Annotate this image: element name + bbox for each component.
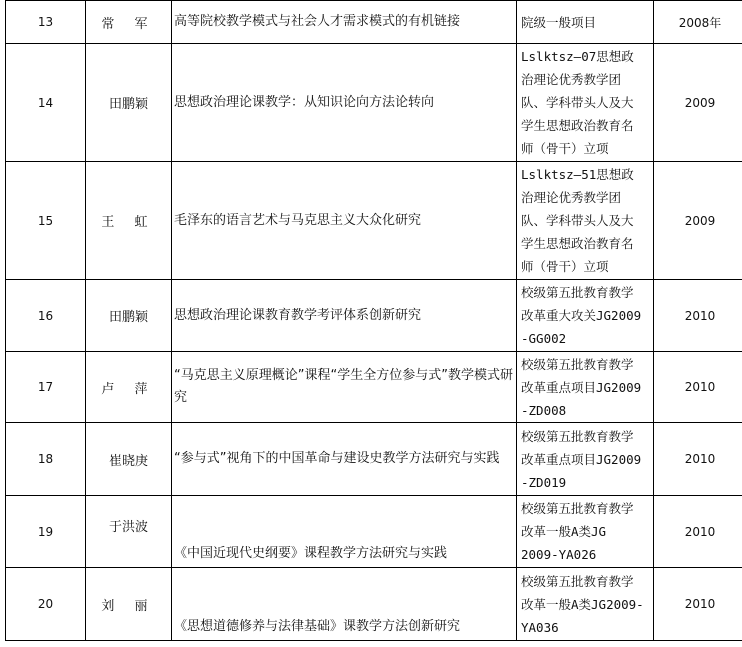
project-level [517,1,654,44]
project-level-text: 校级第五批教育教学 改革重点项目JG2009 -ZD008 [521,356,642,418]
leader-name: 王 虹 [86,162,172,280]
project-year: 2010 [654,352,742,423]
row-number: 18 [6,423,86,496]
project-title-text: 思想政治理论课教学：从知识论向方法论转向 [174,94,435,110]
table-row [6,1,742,44]
table-row [6,162,742,280]
project-year: 2010 [654,496,742,568]
project-title [172,280,517,352]
project-title-text: “马克思主义原理概论”课程“学生全方位参与式”教学模式研究 [174,368,513,405]
table-row [6,352,742,423]
project-level [517,280,654,352]
project-title [172,1,517,44]
project-table [5,0,742,641]
row-number: 13 [6,1,86,44]
leader-name: 田鹏颖 [86,44,172,162]
project-year: 2010 [654,423,742,496]
row-number: 15 [6,162,86,280]
row-number: 17 [6,352,86,423]
project-title [172,44,517,162]
project-level-text: Lslktsz—07思想政 治理论优秀教学团 队、学科带头人及大 学生思想政治教育名 师（骨干）立项 [521,49,634,156]
project-level-text: 校级第五批教育教学 改革重点项目JG2009 -ZD019 [521,428,642,490]
project-title-text: 毛泽东的语言艺术与马克思主义大众化研究 [174,212,422,228]
row-number: 16 [6,280,86,352]
project-title-text: 《中国近现代史纲要》课程教学方法研究与实践 [174,546,448,561]
leader-name: 于洪波 [86,496,172,568]
project-level-text: 校级第五批教育教学 改革一般A类JG2009- YA036 [521,573,644,635]
project-level-text: 院级一般项目 [521,14,597,30]
project-level [517,162,654,280]
project-year: 2009 [654,44,742,162]
row-number: 19 [6,496,86,568]
project-title-text: 《思想道德修养与法律基础》课教学方法创新研究 [174,619,461,634]
project-title [172,162,517,280]
project-year: 2010 [654,568,742,641]
row-number: 20 [6,568,86,641]
table-row [6,496,742,568]
table-row [6,44,742,162]
leader-name: 田鹏颖 [86,280,172,352]
leader-name: 卢 萍 [86,352,172,423]
project-level [517,352,654,423]
project-level [517,423,654,496]
row-number: 14 [6,44,86,162]
project-level [517,496,654,568]
project-title-text: 思想政治理论课教育教学考评体系创新研究 [174,307,422,323]
project-title [172,568,517,641]
leader-name: 常 军 [86,1,172,44]
project-level-text: Lslktsz—51思想政 治理论优秀教学团 队、学科带头人及大 学生思想政治教育名 师（骨干）立项 [521,167,634,274]
project-title [172,423,517,496]
table-row [6,568,742,641]
leader-name: 崔晓庚 [86,423,172,496]
leader-name: 刘 丽 [86,568,172,641]
project-title [172,496,517,568]
project-year: 2008年 [654,1,742,44]
project-title [172,352,517,423]
project-title-text: 高等院校教学模式与社会人才需求模式的有机链接 [174,14,461,29]
project-level-text: 校级第五批教育教学 改革一般A类JG 2009-YA026 [521,501,634,562]
table-row [6,423,742,496]
project-level [517,568,654,641]
table-row [6,280,742,352]
project-level-text: 校级第五批教育教学 改革重大攻关JG2009 -GG002 [521,285,642,346]
project-year: 2010 [654,280,742,352]
project-year: 2009 [654,162,742,280]
project-title-text: “参与式”视角下的中国革命与建设史教学方法研究与实践 [174,451,500,466]
project-level [517,44,654,162]
